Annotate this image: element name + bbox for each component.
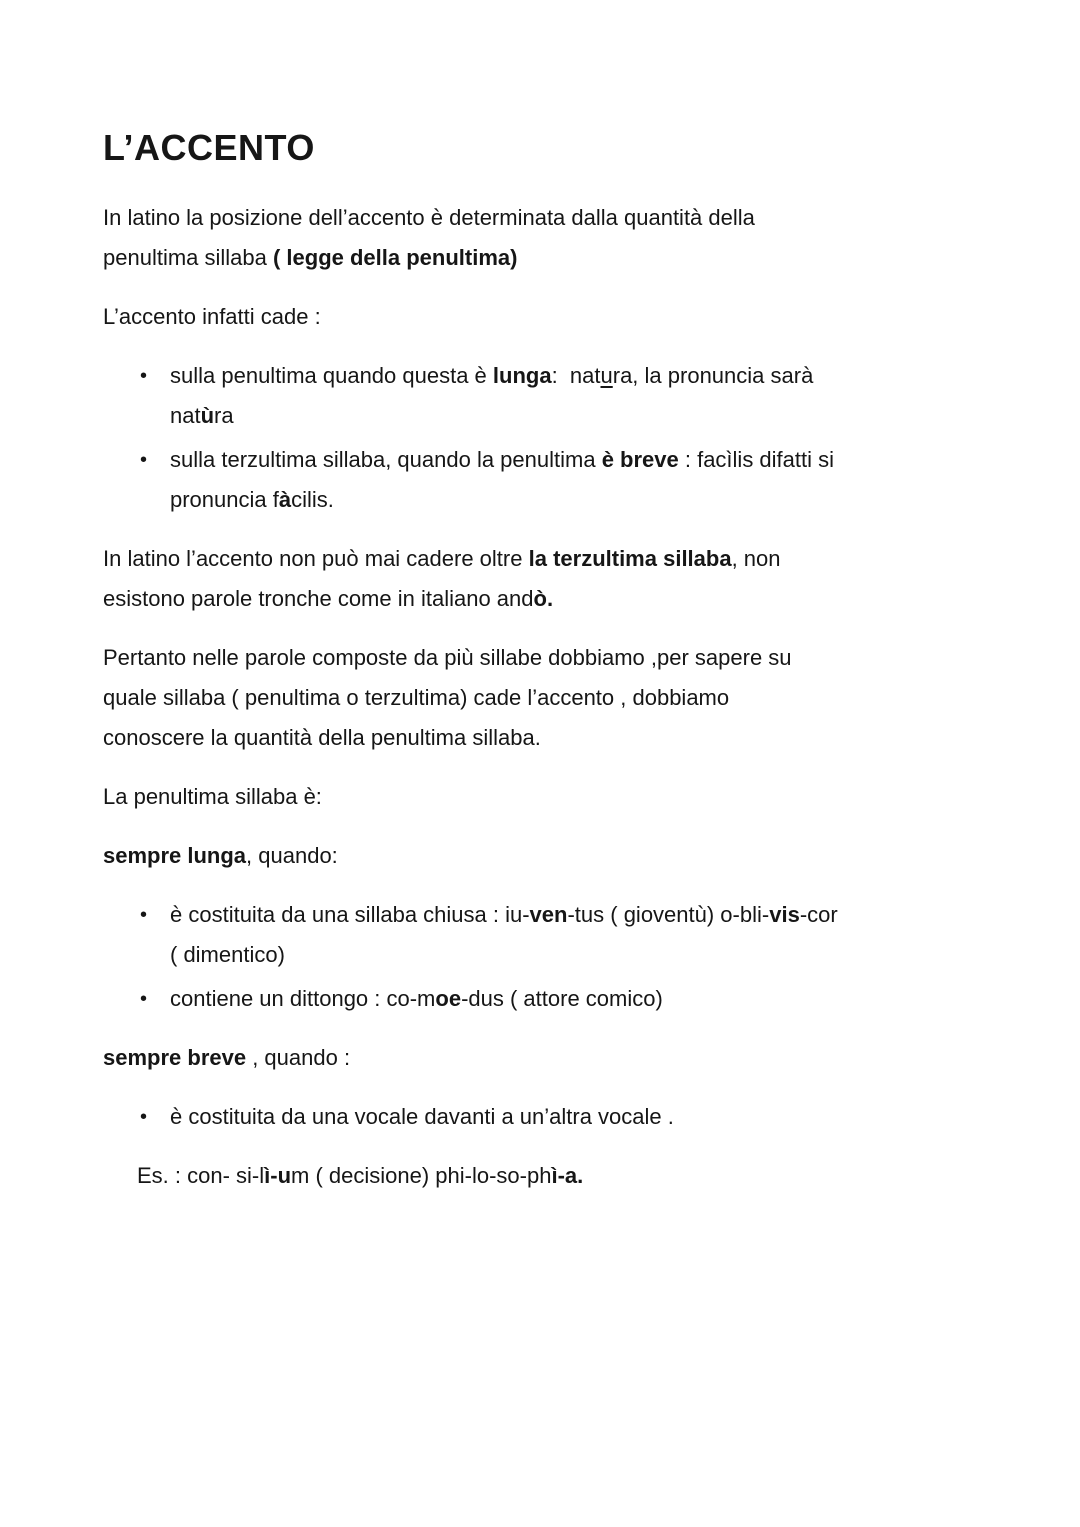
bullet-icon: •: [140, 988, 148, 1010]
bullet-text: è costituita da una sillaba chiusa : iu-ven-tus ( gioventù) o-bli-vis-cor ( dimentico): [170, 902, 838, 967]
bullet-list-sempre-breve: [103, 1097, 1020, 1137]
bullet-text: contiene un dittongo : co-moe-dus ( attore comico): [170, 986, 663, 1011]
page-title: L’ACCENTO: [103, 127, 315, 168]
list-item: [103, 1097, 1020, 1137]
bullet-icon: •: [140, 449, 148, 471]
paragraph-sempre-lunga: sempre lunga, quando:: [103, 843, 338, 868]
bullet-text: sulla terzultima sillaba, quando la penultima è breve : facìlis difatti si pronuncia fàcilis.: [170, 447, 835, 512]
bullet-text: sulla penultima quando questa è lunga: natura, la pronuncia sarà natùra: [170, 363, 814, 428]
bullet-icon: •: [140, 904, 148, 926]
list-item: [103, 440, 1020, 520]
bullet-text: è costituita da una vocale davanti a un’altra vocale .: [170, 1104, 674, 1129]
paragraph-rule-terzultima: In latino l’accento non può mai cadere oltre la terzultima sillaba, non esistono parole tronche come in italiano andò.: [103, 546, 781, 611]
paragraph-example: Es. : con- si-lì-um ( decisione) phi-lo-so-phì-a.: [137, 1163, 584, 1188]
paragraph-accent-cade: L’accento infatti cade :: [103, 304, 321, 329]
list-item: [103, 356, 1020, 436]
list-item: [103, 979, 1020, 1019]
paragraph-sempre-breve: sempre breve , quando :: [103, 1045, 351, 1070]
bullet-icon: •: [140, 365, 148, 387]
list-item: [103, 895, 1020, 975]
paragraph-intro: In latino la posizione dell’accento è determinata dalla quantità della penultima sillaba ( legge della penultima): [103, 205, 755, 270]
bullet-icon: •: [140, 1106, 148, 1128]
bullet-list-sempre-lunga: [103, 895, 1020, 1019]
paragraph-penultima-lead: La penultima sillaba è:: [103, 784, 322, 809]
paragraph-pertanto: Pertanto nelle parole composte da più sillabe dobbiamo ,per sapere su quale sillaba ( penultima o terzultima) cade l’accento , dobbiamo conoscere la quantità della penultima sillaba.: [103, 645, 792, 750]
bullet-list-accent-position: [103, 356, 1020, 520]
